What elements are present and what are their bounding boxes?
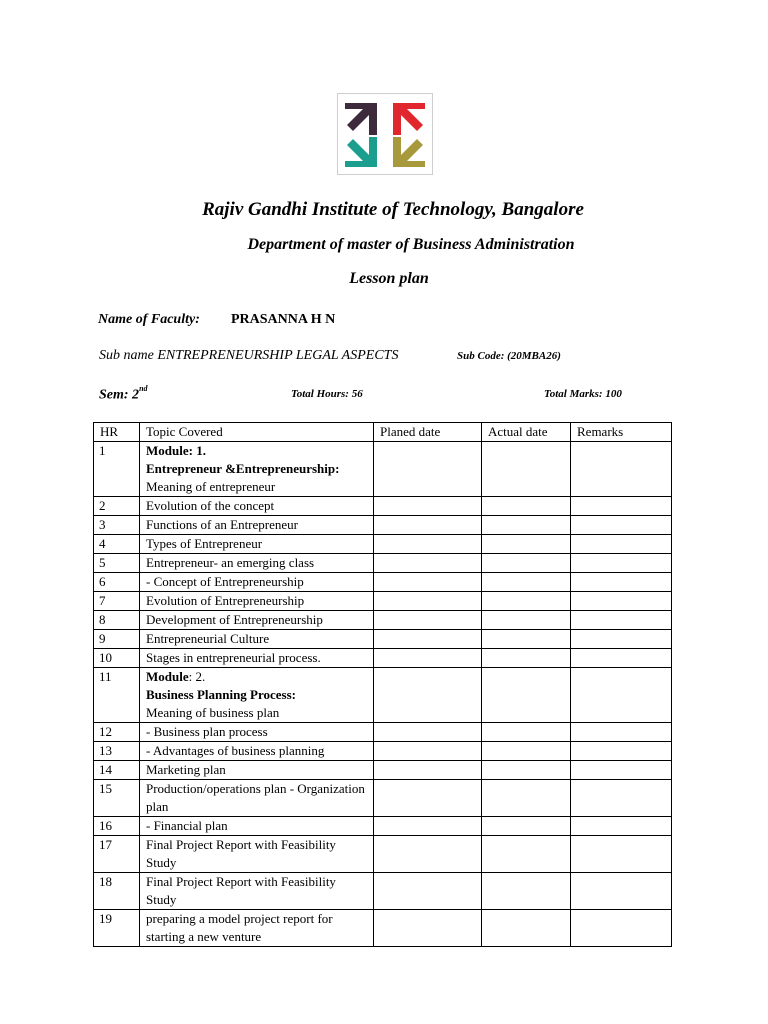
remarks-cell — [571, 761, 672, 780]
hr-cell: 13 — [94, 742, 140, 761]
actual-date-cell — [482, 630, 571, 649]
remarks-cell — [571, 535, 672, 554]
table-row — [94, 836, 672, 873]
topic-cell — [140, 668, 374, 723]
remarks-cell — [571, 516, 672, 535]
remarks-cell — [571, 668, 672, 723]
actual-date-cell — [482, 780, 571, 817]
remarks-cell — [571, 780, 672, 817]
table-row — [94, 554, 672, 573]
topic-cell: Final Project Report with Feasibility Study — [140, 873, 374, 910]
remarks-cell — [571, 554, 672, 573]
topic-cell: Final Project Report with Feasibility Study — [140, 836, 374, 873]
module-number: : 2. — [188, 669, 206, 684]
table-row — [94, 535, 672, 554]
topic-cell: Development of Entrepreneurship — [140, 611, 374, 630]
planned-date-cell — [374, 630, 482, 649]
hr-cell: 7 — [94, 592, 140, 611]
institute-logo — [337, 93, 433, 175]
remarks-cell — [571, 910, 672, 947]
module-heading: Business Planning Process: — [146, 687, 297, 702]
table-row — [94, 630, 672, 649]
topic-cell: - Business plan process — [140, 723, 374, 742]
actual-date-cell — [482, 554, 571, 573]
column-header-remarks: Remarks — [571, 423, 672, 442]
remarks-cell — [571, 497, 672, 516]
remarks-cell — [571, 742, 672, 761]
remarks-cell — [571, 723, 672, 742]
planned-date-cell — [374, 649, 482, 668]
actual-date-cell — [482, 442, 571, 497]
semester — [99, 386, 148, 404]
table-row — [94, 780, 672, 817]
planned-date-cell — [374, 554, 482, 573]
hr-cell: 6 — [94, 573, 140, 592]
planned-date-cell — [374, 910, 482, 947]
remarks-cell — [571, 817, 672, 836]
hr-cell: 12 — [94, 723, 140, 742]
table-row — [94, 649, 672, 668]
actual-date-cell — [482, 611, 571, 630]
table-row — [94, 742, 672, 761]
planned-date-cell — [374, 780, 482, 817]
remarks-cell — [571, 873, 672, 910]
actual-date-cell — [482, 497, 571, 516]
subject-name: Sub name ENTREPRENEURSHIP LEGAL ASPECTS — [99, 348, 399, 363]
hr-cell: 9 — [94, 630, 140, 649]
module-label: Module: 1. — [146, 443, 206, 458]
topic-cell: - Advantages of business planning — [140, 742, 374, 761]
table-row — [94, 817, 672, 836]
document-title: Lesson plan — [349, 270, 429, 287]
table-row — [94, 910, 672, 947]
topic-text: Meaning of business plan — [146, 705, 280, 720]
hr-cell: 3 — [94, 516, 140, 535]
hr-cell: 18 — [94, 873, 140, 910]
topic-cell: - Financial plan — [140, 817, 374, 836]
institute-name: Rajiv Gandhi Institute of Technology, Bangalore — [202, 199, 584, 220]
hr-cell: 15 — [94, 780, 140, 817]
actual-date-cell — [482, 742, 571, 761]
remarks-cell — [571, 836, 672, 873]
faculty-name: PRASANNA H N — [231, 312, 336, 327]
actual-date-cell — [482, 592, 571, 611]
actual-date-cell — [482, 836, 571, 873]
planned-date-cell — [374, 836, 482, 873]
hr-cell: 17 — [94, 836, 140, 873]
module-label: Module — [146, 669, 189, 684]
table-row — [94, 761, 672, 780]
module-heading: Entrepreneur &Entrepreneurship: — [146, 461, 340, 476]
planned-date-cell — [374, 873, 482, 910]
hr-cell: 11 — [94, 668, 140, 723]
table-row — [94, 873, 672, 910]
semester-label: Sem: 2 — [99, 387, 140, 403]
actual-date-cell — [482, 535, 571, 554]
column-header-hr: HR — [94, 423, 140, 442]
actual-date-cell — [482, 516, 571, 535]
topic-cell: Functions of an Entrepreneur — [140, 516, 374, 535]
column-header-planned-date: Planed date — [374, 423, 482, 442]
planned-date-cell — [374, 668, 482, 723]
hr-cell: 14 — [94, 761, 140, 780]
actual-date-cell — [482, 873, 571, 910]
planned-date-cell — [374, 742, 482, 761]
total-marks: Total Marks: 100 — [544, 388, 622, 400]
hr-cell: 5 — [94, 554, 140, 573]
hr-cell: 19 — [94, 910, 140, 947]
actual-date-cell — [482, 761, 571, 780]
hr-cell: 1 — [94, 442, 140, 497]
actual-date-cell — [482, 723, 571, 742]
semester-suffix: nd — [139, 384, 148, 393]
hr-cell: 4 — [94, 535, 140, 554]
topic-cell: preparing a model project report for starting a new venture — [140, 910, 374, 947]
planned-date-cell — [374, 516, 482, 535]
topic-cell — [140, 442, 374, 497]
remarks-cell — [571, 611, 672, 630]
planned-date-cell — [374, 497, 482, 516]
planned-date-cell — [374, 723, 482, 742]
topic-cell: Entrepreneurial Culture — [140, 630, 374, 649]
planned-date-cell — [374, 442, 482, 497]
topic-cell: Production/operations plan - Organization plan — [140, 780, 374, 817]
topic-text: Meaning of entrepreneur — [146, 479, 276, 494]
topic-cell: Evolution of the concept — [140, 497, 374, 516]
logo-icon — [337, 93, 433, 175]
topic-cell: - Concept of Entrepreneurship — [140, 573, 374, 592]
table-row — [94, 573, 672, 592]
hr-cell: 16 — [94, 817, 140, 836]
remarks-cell — [571, 573, 672, 592]
remarks-cell — [571, 649, 672, 668]
actual-date-cell — [482, 668, 571, 723]
actual-date-cell — [482, 817, 571, 836]
remarks-cell — [571, 630, 672, 649]
topic-cell: Stages in entrepreneurial process. — [140, 649, 374, 668]
table-row — [94, 592, 672, 611]
table-header-row — [94, 423, 672, 442]
topic-cell: Types of Entrepreneur — [140, 535, 374, 554]
planned-date-cell — [374, 573, 482, 592]
table-row — [94, 516, 672, 535]
remarks-cell — [571, 442, 672, 497]
planned-date-cell — [374, 761, 482, 780]
column-header-actual-date: Actual date — [482, 423, 571, 442]
hr-cell: 8 — [94, 611, 140, 630]
total-hours: Total Hours: 56 — [291, 388, 363, 400]
topic-cell: Entrepreneur- an emerging class — [140, 554, 374, 573]
hr-cell: 10 — [94, 649, 140, 668]
column-header-topic: Topic Covered — [140, 423, 374, 442]
topic-cell: Evolution of Entrepreneurship — [140, 592, 374, 611]
lesson-plan-table — [93, 422, 672, 947]
actual-date-cell — [482, 910, 571, 947]
table-row — [94, 611, 672, 630]
planned-date-cell — [374, 592, 482, 611]
remarks-cell — [571, 592, 672, 611]
table-row — [94, 497, 672, 516]
table-row — [94, 442, 672, 497]
hr-cell: 2 — [94, 497, 140, 516]
planned-date-cell — [374, 817, 482, 836]
planned-date-cell — [374, 611, 482, 630]
faculty-label: Name of Faculty: — [98, 312, 200, 327]
table-row — [94, 668, 672, 723]
actual-date-cell — [482, 573, 571, 592]
department-name: Department of master of Business Administration — [247, 236, 575, 253]
subject-code: Sub Code: (20MBA26) — [457, 350, 561, 362]
table-row — [94, 723, 672, 742]
planned-date-cell — [374, 535, 482, 554]
actual-date-cell — [482, 649, 571, 668]
topic-cell: Marketing plan — [140, 761, 374, 780]
